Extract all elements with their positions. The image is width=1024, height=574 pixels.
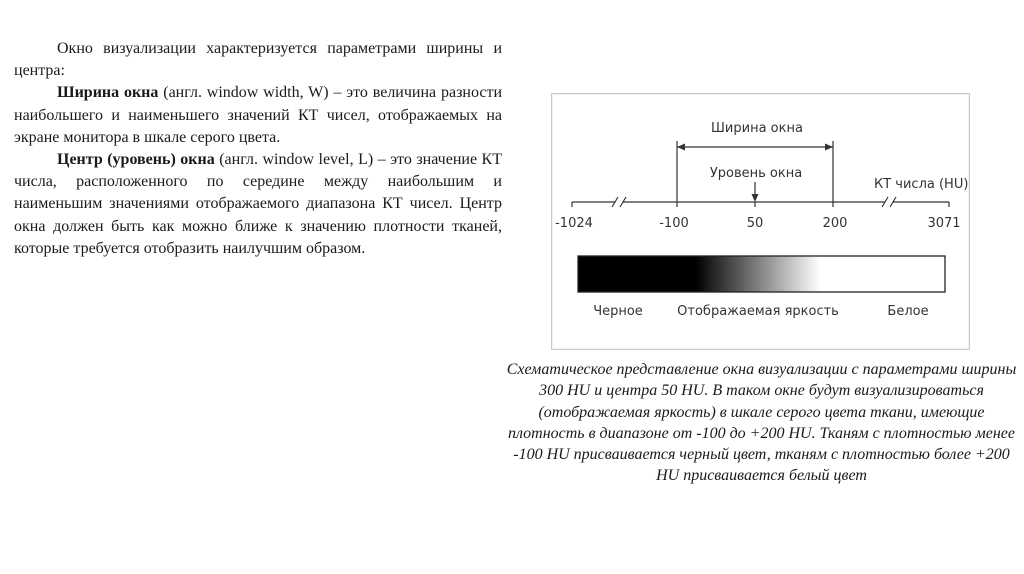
tick-label-2: 50 bbox=[746, 216, 764, 231]
width-arrow-right bbox=[825, 144, 833, 151]
intro-paragraph bbox=[14, 38, 502, 82]
tick-label-0: -1024 bbox=[555, 216, 593, 231]
window-level-label: Уровень окна bbox=[709, 166, 803, 181]
width-definition: (англ. window width, W) – это величина разности наибольшего и наименьшего значений КТ чисел, отображаемых на экране монитора в шкале серого цвета. bbox=[14, 84, 503, 146]
center-paragraph bbox=[14, 149, 502, 260]
window-diagram bbox=[551, 93, 970, 350]
diagram-svg bbox=[552, 94, 969, 349]
main-text bbox=[14, 38, 502, 260]
level-arrow-head bbox=[752, 194, 759, 202]
window-width-label: Ширина окна bbox=[711, 121, 803, 136]
brightness-label: Отображаемая яркость bbox=[677, 304, 839, 319]
tick-label-1: -100 bbox=[659, 216, 689, 231]
intro-text: Окно визуализации характеризуется параметрами ширины и центра: bbox=[14, 40, 502, 80]
axis-title: КТ числа (HU) bbox=[874, 177, 969, 192]
center-term: Центр (уровень) окна bbox=[57, 151, 215, 169]
tick-label-3: 200 bbox=[822, 216, 848, 231]
tick-label-4: 3071 bbox=[927, 216, 961, 231]
width-paragraph bbox=[14, 82, 502, 149]
width-arrow-left bbox=[677, 144, 685, 151]
grayscale-bar bbox=[578, 256, 945, 292]
white-label: Белое bbox=[887, 304, 929, 319]
center-definition: (англ. window level, L) – это значение КТ числа, расположенного по середине между наибольшим и наименьшим значениями отображаемого диапазона КТ чисел. Центр окна должен быть как можно ближе к значению плотности тканей, которые требуется отобразить наилучшим образом. bbox=[14, 151, 502, 257]
width-term: Ширина окна bbox=[57, 84, 159, 102]
black-label: Черное bbox=[593, 304, 643, 319]
figure-caption: Схематическое представление окна визуализации с параметрами ширины 300 HU и центра 50 HU. В таком окне будут визуализироваться (отображаемая яркость) в шкале серого цвета ткани, имеющие плотность в диапазоне от -100 до +200 HU. Тканям с плотностью менее -100 HU присваивается черный цвет, тканям с плотностью более +200 HU присваивается белый цвет bbox=[506, 361, 1017, 485]
